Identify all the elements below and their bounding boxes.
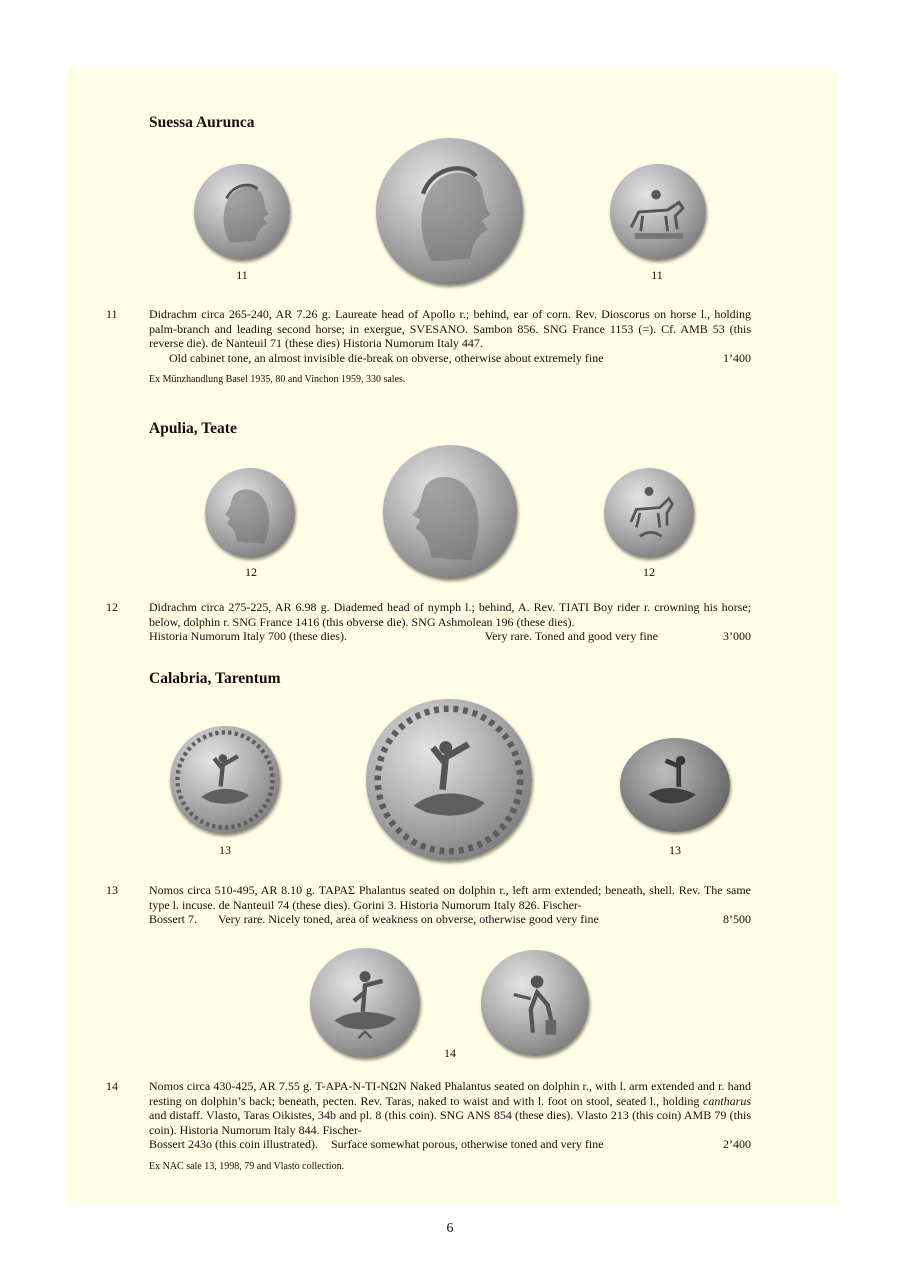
coin-image-lot12-obverse [205, 468, 295, 558]
coin-label: 12 [245, 565, 257, 579]
lot-12-grade: Very rare. Toned and good very fine [484, 629, 658, 644]
lot-13-grade: Very rare. Nicely toned, area of weakness on obverse, otherwise good very fine [218, 912, 599, 927]
page-number: 6 [446, 1221, 454, 1236]
lot-number-14: 14 [106, 1079, 118, 1093]
lot-number-11: 11 [106, 307, 118, 321]
lot-13-text: Nomos circa 510-495, AR 8.10 g. ΤΑΡΑΣ Phalantus seated on dolphin r., left arm extended; beneath, shell. Rev. The same type l. incuse. de Nanteuil 74 (these dies). Gorini 3. Historia Numorum Italy 826. Fischer- [149, 883, 751, 912]
lot-14-text-b: and distaff. Vlasto, Taras Oikistes, 34b and pl. 8 (this coin). SNG ANS 854 (these dies). Vlasto 213 (this coin) AMB 79 (this coin). Historia Numorum Italy 844. Fischer- [149, 1108, 751, 1137]
lot-14-grade: Surface somewhat porous, otherwise toned and very fine [330, 1137, 604, 1152]
coin-image-lot13-enlarged [366, 699, 532, 861]
lot-14-price: 2’400 [723, 1137, 751, 1152]
section-heading-calabria-tarentum: Calabria, Tarentum [149, 670, 281, 687]
coin-label: 11 [651, 268, 663, 282]
lot-12-text: Didrachm circa 275-225, AR 6.98 g. Diademed head of nymph l.; behind, A. Rev. TIATI Boy rider r. crowning his horse; below, dolphin r. SNG France 1416 (this obverse die). SNG Ashmolean 196 (these dies). [149, 600, 751, 629]
lot-number-12: 12 [106, 600, 118, 614]
lot-11-provenance: Ex Münzhandlung Basel 1935, 80 and Vinchon 1959, 330 sales. [149, 374, 406, 385]
lot-number-13: 13 [106, 883, 118, 897]
coin-image-lot11-enlarged [376, 138, 523, 285]
section-heading-apulia-teate: Apulia, Teate [149, 420, 237, 437]
coin-image-lot13-obverse [170, 726, 280, 834]
section-heading-suessa-aurunca: Suessa Aurunca [149, 114, 255, 131]
coin-label: 13 [219, 843, 231, 857]
lot-11-grade: Old cabinet tone, an almost invisible die-break on obverse, otherwise about extremely fine [169, 350, 604, 365]
lot-11-price: 1’400 [723, 350, 751, 365]
lot-11-description [149, 307, 751, 365]
coin-label: 12 [643, 565, 655, 579]
lot-14-text-emphasis: cantharus [703, 1093, 751, 1108]
lot-13-text-tail: Bossert 7. [149, 912, 197, 927]
coin-image-lot11-reverse [610, 164, 706, 260]
lot-13-price: 8’500 [723, 912, 751, 927]
coin-image-lot11-obverse [194, 164, 290, 260]
coin-image-lot13-reverse-incuse [620, 738, 730, 832]
coin-image-lot14-obverse [310, 948, 420, 1058]
lot-11-text: Didrachm circa 265-240, AR 7.26 g. Laureate head of Apollo r.; behind, ear of corn. Rev. Dioscorus on horse l., holding palm-branch and leading second horse; in exergue, SVESANO. Sambon 856. SNG France 1153 (=). Cf. AMB 53 (this reverse die). de Nanteuil 71 (these dies) Historia Numorum Italy 447. [149, 307, 751, 351]
coin-label: 14 [444, 1046, 456, 1060]
lot-14-description [149, 1079, 751, 1152]
lot-13-description [149, 883, 751, 927]
coin-image-lot12-reverse [604, 468, 694, 558]
lot-12-price: 3’000 [723, 629, 751, 644]
lot-14-provenance: Ex NAC sale 13, 1998, 79 and Vlasto collection. [149, 1161, 345, 1172]
lot-14-text-tail: Bossert 243o (this coin illustrated). [149, 1137, 318, 1152]
lot-14-text-a: Nomos circa 430-425, AR 7.55 g. Τ-ΑΡΑ-Ν-ΤΙ-ΝΩΝ Naked Phalantus seated on dolphin r., with l. arm extended and r. hand resting on dolphin’s back; beneath, pecten. Rev. Taras, naked to waist and with l. foot on stool, seated l., holding [149, 1079, 751, 1108]
coin-image-lot12-enlarged [383, 445, 517, 579]
coin-label: 13 [669, 843, 681, 857]
coin-image-lot14-reverse [481, 950, 589, 1056]
lot-12-description [149, 600, 751, 644]
lot-12-text-tail: Historia Numorum Italy 700 (these dies). [149, 629, 347, 644]
coin-label: 11 [236, 268, 248, 282]
